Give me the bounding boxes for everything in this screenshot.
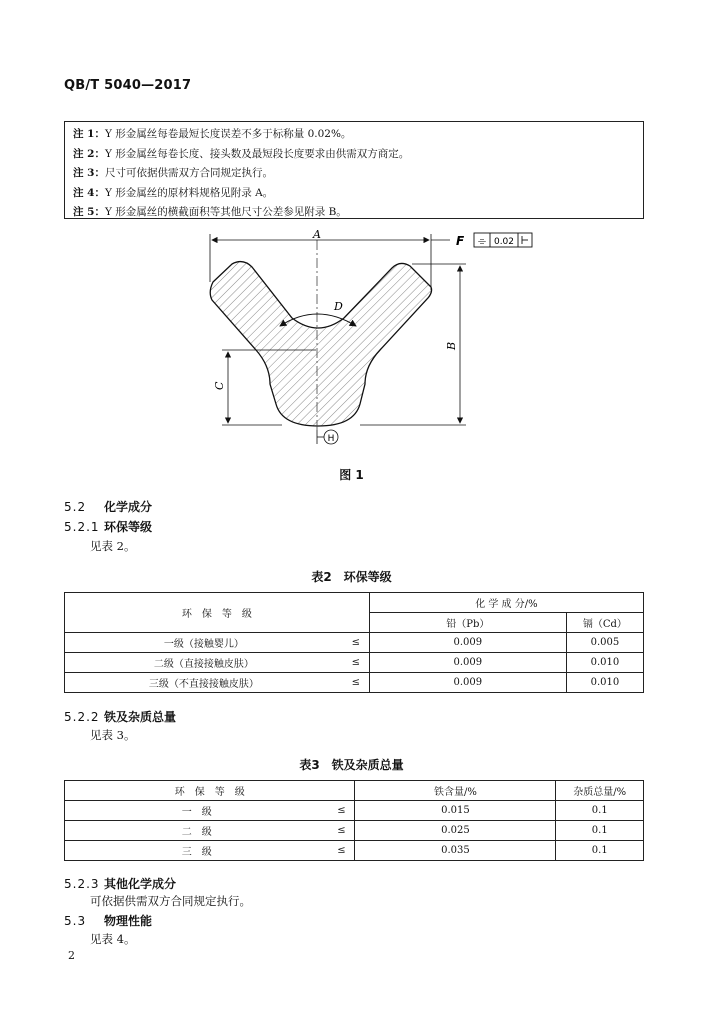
section-title: 环保等级 [104, 520, 153, 534]
dimension-a-label: A [313, 228, 321, 241]
header-impurity: 杂质总量/% [556, 781, 644, 801]
section-5-2-2 [64, 708, 176, 725]
page-number: 2 [68, 949, 75, 962]
cell-level: 二 级 [65, 821, 329, 841]
section-number: 5.3 [64, 914, 87, 928]
section-number: 5.2.3 [64, 877, 100, 891]
cell-cd: 0.010 [566, 653, 643, 673]
note-label: 注 5： [73, 206, 105, 218]
cell-symbol: ≤ [328, 841, 355, 861]
section-5-3-body: 见表 4。 [90, 932, 136, 946]
document-header: QB/T 5040—2017 [64, 78, 192, 93]
cell-fe: 0.025 [355, 821, 556, 841]
cell-symbol: ≤ [343, 653, 370, 673]
cell-symbol: ≤ [328, 821, 355, 841]
header-level: 环 保 等 级 [65, 593, 370, 633]
section-5-2-3 [64, 875, 176, 892]
table-header-row [65, 593, 644, 613]
cell-fe: 0.035 [355, 841, 556, 861]
note-label: 注 3： [73, 167, 105, 179]
cell-pb: 0.009 [369, 633, 566, 653]
section-5-2-1-body: 见表 2。 [90, 539, 136, 553]
section-5-3 [64, 912, 152, 929]
cell-level: 二级（直接接触皮肤） [65, 653, 343, 673]
table-3 [64, 780, 644, 861]
cell-symbol: ≤ [343, 633, 370, 653]
table-2-caption: 表2 环保等级 [311, 570, 392, 584]
note-text: Y 形金属丝每卷最短长度误差不多于标称量 0.02%。 [104, 128, 352, 140]
section-5-2-1 [64, 518, 152, 535]
section-title: 铁及杂质总量 [104, 710, 177, 724]
dimension-c-label: C [213, 381, 226, 390]
header-group: 化 学 成 分/% [369, 593, 643, 613]
table-3-caption: 表3 铁及杂质总量 [299, 758, 404, 772]
section-title: 化学成分 [104, 500, 153, 514]
cell-cd: 0.005 [566, 633, 643, 653]
table-header-row [65, 781, 644, 801]
cell-fe: 0.015 [355, 801, 556, 821]
note-label: 注 4： [73, 186, 105, 199]
section-5-2 [64, 498, 152, 515]
section-5-2-2-body: 见表 3。 [90, 728, 136, 742]
cell-impurity: 0.1 [556, 821, 644, 841]
table-row [65, 633, 644, 653]
header-fe: 铁含量/% [355, 781, 556, 801]
cell-level: 三级（不直接接触皮肤） [65, 673, 343, 693]
note-2 [73, 145, 643, 165]
figure-caption: 图 1 [339, 468, 364, 482]
header-cd: 镉（Cd） [566, 613, 643, 633]
y-profile-figure [64, 226, 644, 458]
notes-box [64, 121, 644, 219]
note-text: Y 形金属丝的横截面积等其他尺寸公差参见附录 B。 [104, 206, 347, 218]
note-label: 注 1： [73, 128, 105, 140]
table-row [65, 673, 644, 693]
section-title: 其他化学成分 [104, 877, 177, 891]
tolerance-value: 0.02 [493, 237, 515, 247]
table-row [65, 653, 644, 673]
cell-pb: 0.009 [369, 673, 566, 693]
header-level: 环 保 等 级 [65, 781, 355, 801]
note-3 [73, 164, 643, 184]
note-text: Y 形金属丝的原材料规格见附录 A。 [104, 186, 274, 199]
header-pb: 铅（Pb） [369, 613, 566, 633]
table-row [65, 821, 644, 841]
cell-level: 一 级 [65, 801, 329, 821]
cell-cd: 0.010 [566, 673, 643, 693]
cell-level: 三 级 [65, 841, 329, 861]
section-5-2-3-body: 可依据供需双方合同规定执行。 [90, 894, 251, 908]
note-4 [73, 184, 643, 204]
note-text: Y 形金属丝每卷长度、接头数及最短段长度要求由供需双方商定。 [104, 147, 410, 160]
section-number: 5.2.1 [64, 520, 100, 534]
table-row [65, 801, 644, 821]
section-title: 物理性能 [104, 914, 153, 928]
section-number: 5.2.2 [64, 710, 100, 724]
dimension-d-label: D [334, 300, 343, 313]
note-label: 注 2： [73, 147, 105, 160]
section-number: 5.2 [64, 500, 87, 514]
table-2 [64, 592, 644, 693]
datum-h-label: H [327, 434, 335, 444]
cell-pb: 0.009 [369, 653, 566, 673]
cell-level: 一级（接触婴儿） [65, 633, 343, 653]
cell-impurity: 0.1 [556, 801, 644, 821]
note-text: 尺寸可依据供需双方合同规定执行。 [104, 167, 273, 179]
cell-impurity: 0.1 [556, 841, 644, 861]
cell-symbol: ≤ [328, 801, 355, 821]
cell-symbol: ≤ [343, 673, 370, 693]
note-5 [73, 203, 643, 223]
y-profile-cross-section [210, 262, 431, 426]
datum-f-label: F [456, 234, 465, 248]
note-1 [73, 125, 643, 145]
dimension-b-label: B [445, 341, 458, 350]
table-row [65, 841, 644, 861]
symmetry-icon: ⌯ [478, 236, 486, 247]
